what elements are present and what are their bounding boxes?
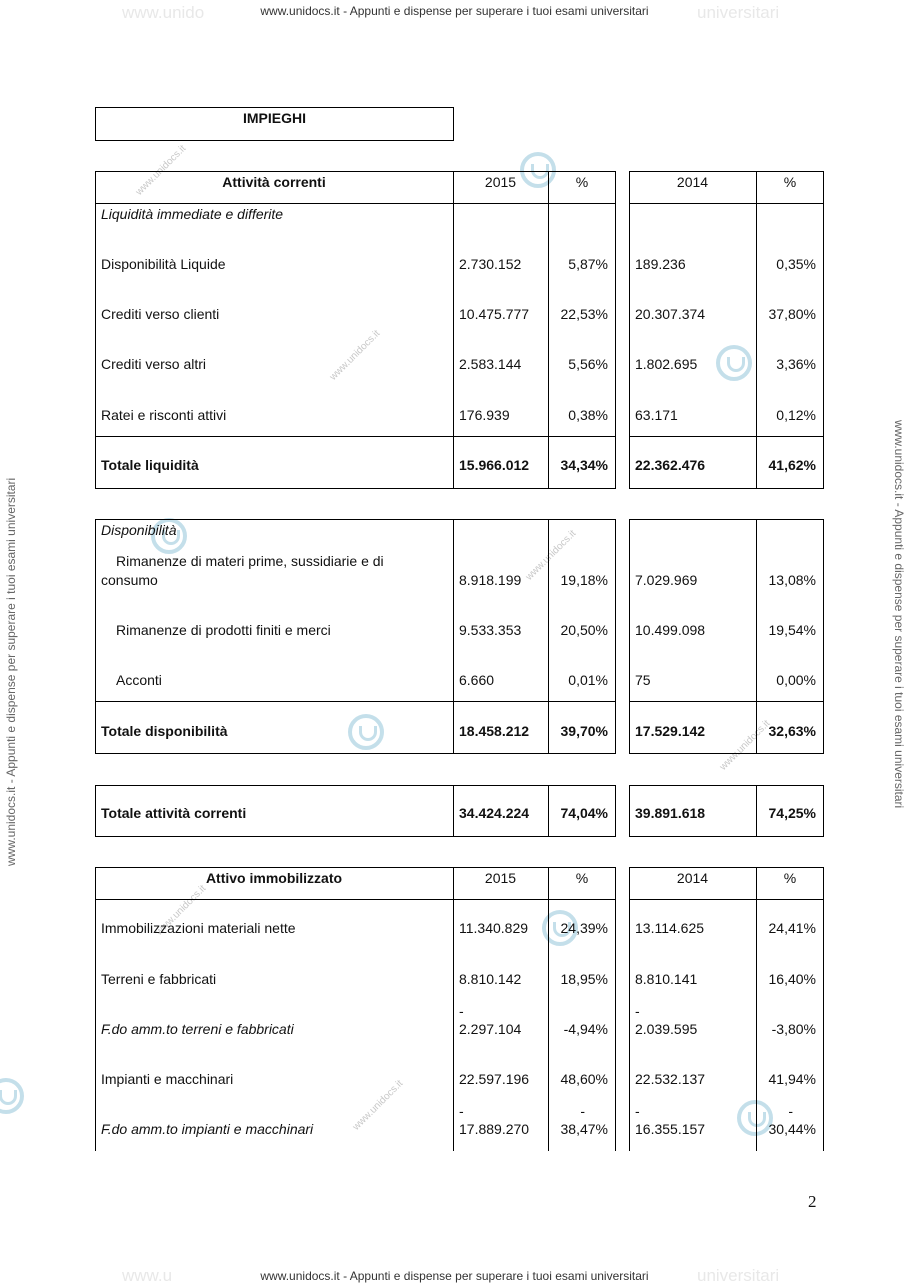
footer-ghost-right: universitari [697,1266,780,1285]
side-watermark-left: www.unidocs.it - Appunti e dispense per superare i tuoi esami universitari [4,477,18,866]
percent-2014: 19,54% [768,622,816,638]
percent-2014: 0,12% [776,407,816,423]
column-header-year: 2015 [484,174,517,190]
column-divider [453,867,454,1151]
value-2015: 8.810.142 [459,971,522,987]
header-ghost-right: universitari [697,3,780,22]
total-percent-2014: 74,25% [768,805,816,821]
value-2014: 8.810.141 [635,971,698,987]
value-2014: 16.355.157 [635,1121,706,1137]
page-number: 2 [808,1192,817,1211]
row-divider [629,899,824,900]
fixed-assets-table-right [629,867,824,1151]
current-assets-table-right [629,171,824,489]
percent-2014: 0,35% [776,256,816,272]
percent-2014: 37,80% [768,306,816,322]
value-2015: 8.918.199 [459,572,522,588]
percent-2015: 22,53% [560,306,608,322]
total-value-2014: 22.362.476 [635,457,706,473]
diagonal-watermark: www.unidocs.it [717,718,773,773]
minus-sign: - [788,1103,793,1119]
value-2014: 10.499.098 [635,622,706,638]
row-label: Ratei e risconti attivi [101,407,227,423]
table-header-label: Attivo immobilizzato [205,870,343,886]
row-label: Crediti verso altri [101,356,207,372]
value-2014: 75 [635,672,651,688]
value-2014: 22.532.137 [635,1071,706,1087]
percent-2014: 16,40% [768,971,816,987]
unidocs-logo-icon [0,1078,24,1114]
table-header-label: Attività correnti [222,174,326,190]
row-divider [629,436,824,437]
value-2014: 63.171 [635,407,678,423]
column-divider [548,171,549,489]
column-header-percent: % [783,870,797,886]
value-2015: 2.583.144 [459,356,522,372]
column-header-percent: % [575,870,589,886]
percent-2014: 0,00% [776,672,816,688]
column-header-year: 2014 [676,174,709,190]
value-2015: 2.297.104 [459,1021,522,1037]
fixed-assets-table-left [95,867,616,1151]
total-label: Totale attività correnti [101,805,247,821]
total-label: Totale disponibilità [101,723,228,739]
footer-ghost-left: www.u [122,1266,173,1285]
total-value-2015: 15.966.012 [459,457,530,473]
percent-2014: 41,94% [768,1071,816,1087]
total-percent-2015: 74,04% [560,805,608,821]
value-2014: 13.114.625 [635,920,705,936]
row-divider [95,701,616,702]
percent-2014: 30,44% [768,1121,816,1137]
row-label: F.do amm.to terreni e fabbricati [101,1021,294,1037]
total-percent-2015: 39,70% [560,723,608,739]
value-2015: 9.533.353 [459,622,522,638]
value-2014: 189.236 [635,256,686,272]
value-2015: 10.475.777 [459,306,530,322]
percent-2014: 3,36% [776,356,816,372]
page-footer: www.unidocs.it - Appunti e dispense per superare i tuoi esami universitari [260,1269,649,1283]
percent-2015: 5,87% [568,256,608,272]
side-watermark-right: www.unidocs.it - Appunti e dispense per superare i tuoi esami universitari [892,420,906,809]
row-label: Impianti e macchinari [101,1071,234,1087]
total-value-2014: 39.891.618 [635,805,706,821]
percent-2015: 18,95% [560,971,608,987]
value-2015: 22.597.196 [459,1071,530,1087]
minus-sign: - [580,1103,585,1119]
row-divider [95,436,616,437]
diagonal-watermark: www.unidocs.it [153,883,209,938]
percent-2015: 0,38% [568,407,608,423]
minus-sign: - [459,1003,464,1019]
value-2014: 7.029.969 [635,572,698,588]
percent-2015: 20,50% [560,622,608,638]
value-2015: 11.340.829 [459,920,529,936]
percent-2015: 0,01% [568,672,608,688]
percent-2014: 13,08% [768,572,816,588]
row-label: Crediti verso clienti [101,306,220,322]
percent-2014: -3,80% [771,1021,816,1037]
value-2014: 1.802.695 [635,356,698,372]
column-header-percent: % [783,174,797,190]
row-divider [629,701,824,702]
value-2014: 20.307.374 [635,306,706,322]
column-divider [756,171,757,489]
column-divider [453,785,454,837]
percent-2015: 38,47% [560,1121,608,1137]
total-value-2015: 18.458.212 [459,723,530,739]
value-2015: 17.889.270 [459,1121,530,1137]
diagonal-watermark: www.unidocs.it [327,328,383,383]
value-2015: 176.939 [459,407,510,423]
minus-sign: - [635,1003,640,1019]
header-ghost-left: www.unido [122,3,205,22]
row-label: F.do amm.to impianti e macchinari [101,1121,314,1137]
value-2014: 2.039.595 [635,1021,698,1037]
section-title: IMPIEGHI [242,110,306,126]
column-divider [453,519,454,754]
total-percent-2015: 34,34% [560,457,608,473]
diagonal-watermark: www.unidocs.it [523,528,579,583]
value-2015: 2.730.152 [459,256,522,272]
row-divider [629,203,824,204]
row-divider [95,899,616,900]
minus-sign: - [459,1103,464,1119]
row-label: Acconti [116,672,162,688]
group-label: Disponibilità [101,522,177,538]
percent-2015: 19,18% [560,572,608,588]
percent-2015: 24,39% [560,920,608,936]
total-value-2014: 17.529.142 [635,723,706,739]
page-header: www.unidocs.it - Appunti e dispense per superare i tuoi esami universitari [260,4,649,18]
total-label: Totale liquidità [101,457,199,473]
row-label: Disponibilità Liquide [101,256,226,272]
row-label-continued: consumo [101,572,158,588]
percent-2015: 48,60% [560,1071,608,1087]
total-percent-2014: 41,62% [768,457,816,473]
group-label: Liquidità immediate e differite [101,206,284,222]
row-label: Terreni e fabbricati [101,971,217,987]
row-label: Rimanenze di prodotti finiti e merci [116,622,331,638]
value-2015: 6.660 [459,672,495,688]
total-percent-2014: 32,63% [768,723,816,739]
percent-2014: 24,41% [768,920,816,936]
percent-2015: 5,56% [568,356,608,372]
total-value-2015: 34.424.224 [459,805,530,821]
column-header-year: 2015 [484,870,517,886]
column-header-year: 2014 [676,870,709,886]
row-label: Immobilizzazioni materiali nette [101,920,296,936]
column-header-percent: % [575,174,589,190]
row-divider [95,203,616,204]
row-label: Rimanenze di materi prime, sussidiarie e di [116,553,384,569]
minus-sign: - [635,1103,640,1119]
diagonal-watermark: www.unidocs.it [133,143,189,198]
column-divider [453,171,454,489]
diagonal-watermark: www.unidocs.it [350,1078,406,1133]
percent-2015: -4,94% [563,1021,608,1037]
